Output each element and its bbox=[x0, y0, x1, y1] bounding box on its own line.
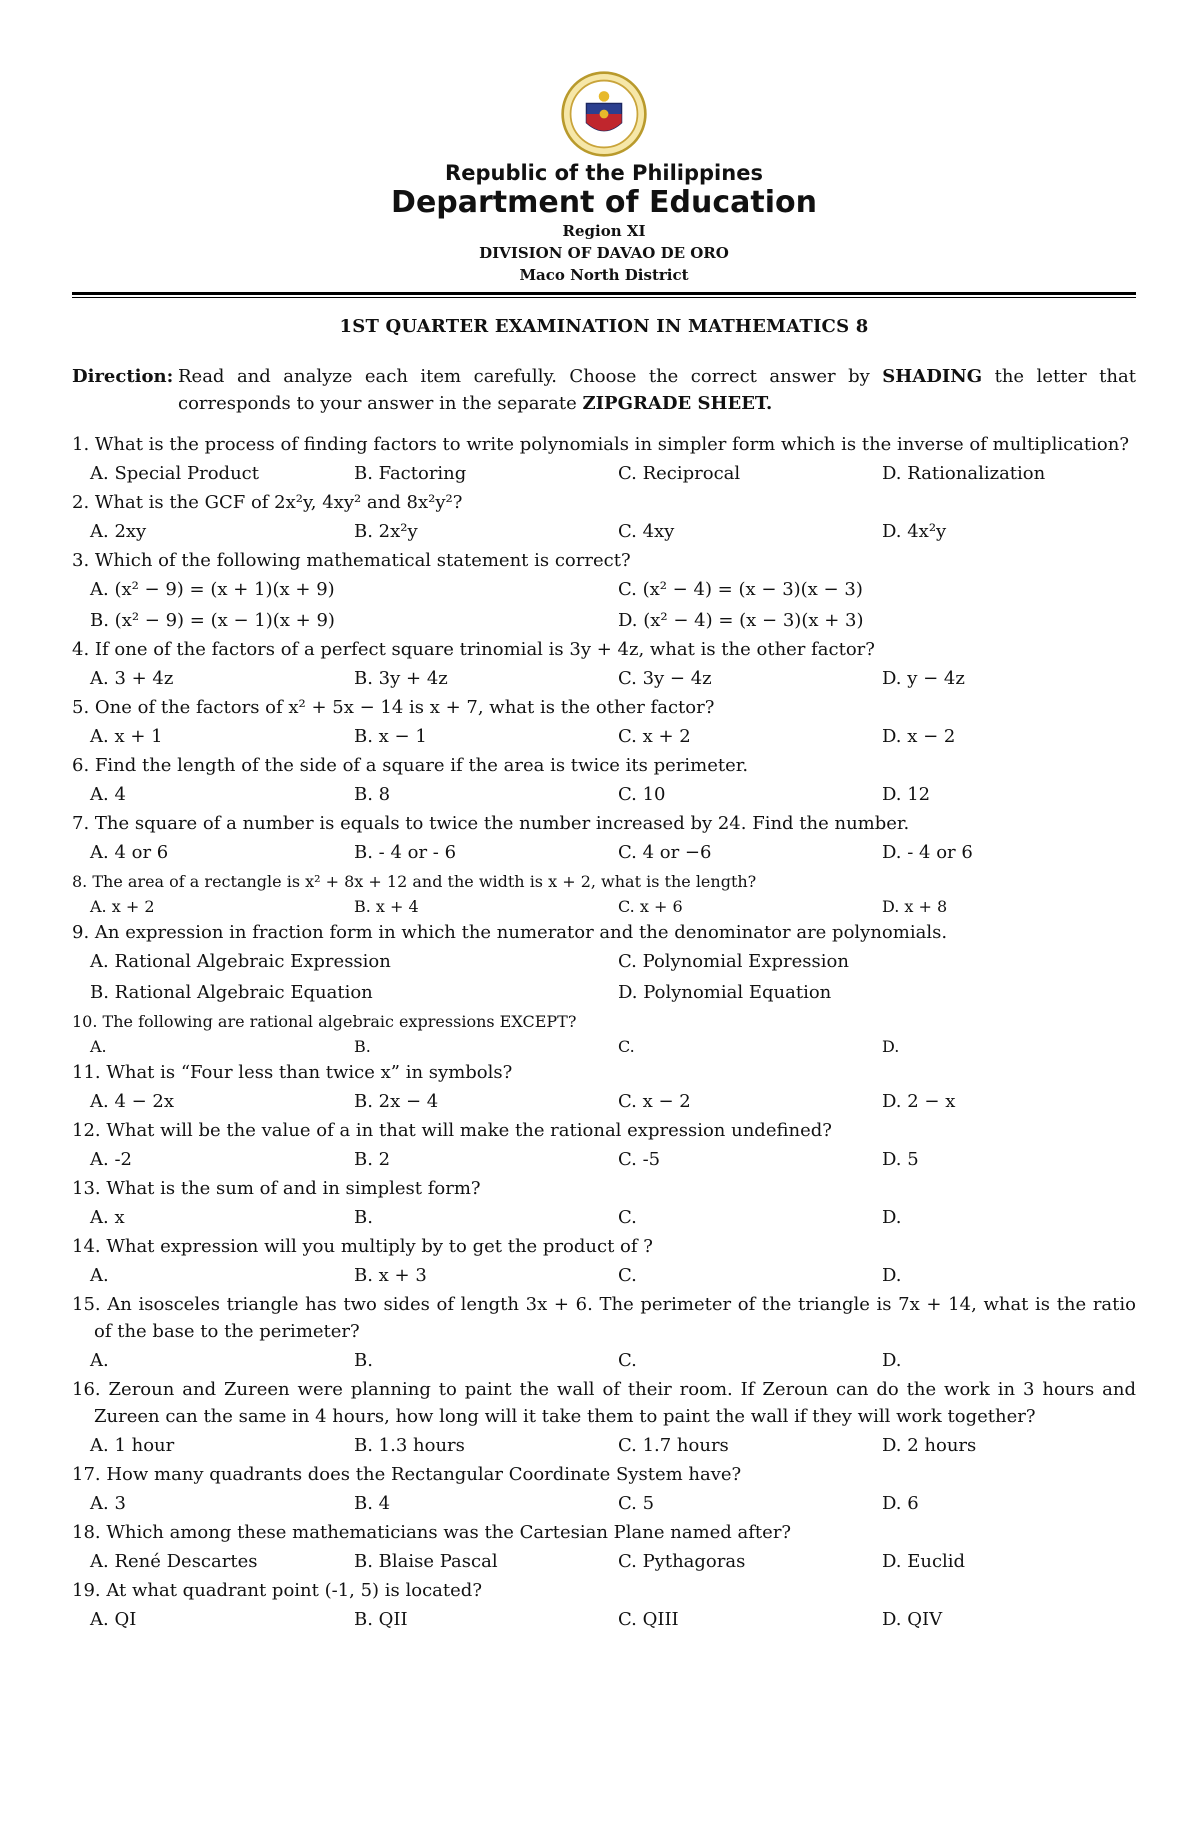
option-b: B. 4 bbox=[354, 1493, 391, 1514]
option-b: B. (x² − 9) = (x − 1)(x + 9) bbox=[90, 610, 335, 631]
option-row bbox=[72, 516, 1136, 547]
option-d: D. Polynomial Equation bbox=[618, 982, 832, 1003]
option-d: D. x + 8 bbox=[882, 897, 948, 916]
department-heading: Department of Education bbox=[391, 185, 817, 220]
option-b: B. 2x²y bbox=[354, 521, 418, 542]
option-a: A. Rational Algebraic Expression bbox=[90, 951, 391, 972]
question-text: 11. What is “Four less than twice x” in symbols? bbox=[72, 1062, 513, 1083]
exam-title: 1ST QUARTER EXAMINATION IN MATHEMATICS 8 bbox=[339, 316, 869, 337]
option-a: A. 2xy bbox=[90, 521, 147, 542]
option-row bbox=[72, 1546, 1136, 1577]
option-b: B. 1.3 hours bbox=[354, 1435, 465, 1456]
option-a: A. 1 hour bbox=[90, 1435, 175, 1456]
question-text: 15. An isosceles triangle has two sides of length 3x + 6. The perimeter of the triangle is 7x + 14, what is the ratio of the base to the perimeter? bbox=[72, 1294, 1136, 1342]
option-a: A. 4 bbox=[90, 784, 126, 805]
option-d: D. bbox=[882, 1265, 902, 1286]
option-b: B. Factoring bbox=[354, 463, 467, 484]
option-a: A. 3 bbox=[90, 1493, 126, 1514]
option-d: D. bbox=[882, 1037, 900, 1056]
exam-page bbox=[72, 70, 1136, 1635]
option-c: C. QIII bbox=[618, 1609, 679, 1630]
option-c: C. bbox=[618, 1207, 637, 1228]
option-a: A. x + 2 bbox=[90, 897, 155, 916]
option-d: D. QIV bbox=[882, 1609, 943, 1630]
option-row bbox=[72, 837, 1136, 868]
option-row bbox=[72, 1086, 1136, 1117]
option-c: C. -5 bbox=[618, 1149, 661, 1170]
direction-text-a: Read and analyze each item carefully. Choose the correct answer by bbox=[178, 366, 870, 387]
option-d: D. 12 bbox=[882, 784, 931, 805]
question-text: 8. The area of a rectangle is x² + 8x + 12 and the width is x + 2, what is the length? bbox=[72, 872, 757, 891]
option-d: D. (x² − 4) = (x − 3)(x + 3) bbox=[618, 610, 864, 631]
option-a: A. bbox=[90, 1350, 109, 1371]
option-row bbox=[72, 1144, 1136, 1175]
option-row bbox=[72, 895, 1136, 919]
direction-bold-a: SHADING bbox=[882, 366, 983, 387]
option-b: B. Rational Algebraic Equation bbox=[90, 982, 373, 1003]
option-d: D. - 4 or 6 bbox=[882, 842, 973, 863]
question-text: 14. What expression will you multiply by to get the product of ? bbox=[72, 1236, 653, 1257]
question-text: 12. What will be the value of a in that will make the rational expression undefined? bbox=[72, 1120, 832, 1141]
option-d: D. Euclid bbox=[882, 1551, 966, 1572]
header-divider bbox=[72, 292, 1136, 295]
option-d: D. x − 2 bbox=[882, 726, 956, 747]
option-b: B. 8 bbox=[354, 784, 391, 805]
question-text: 4. If one of the factors of a perfect square trinomial is 3y + 4z, what is the other factor? bbox=[72, 639, 875, 660]
option-b: B. x + 3 bbox=[354, 1265, 427, 1286]
option-row bbox=[72, 663, 1136, 694]
direction-block bbox=[72, 363, 1136, 417]
option-d: D. 6 bbox=[882, 1493, 919, 1514]
question-text: 7. The square of a number is equals to twice the number increased by 24. Find the number. bbox=[72, 813, 910, 834]
deped-seal-icon bbox=[560, 70, 648, 158]
direction-text-b: the letter that corresponds to your answer in the separate bbox=[178, 366, 1136, 414]
republic-heading: Republic of the Philippines bbox=[445, 161, 763, 185]
option-b: B. x + 4 bbox=[354, 897, 419, 916]
option-d: D. bbox=[882, 1350, 902, 1371]
option-row bbox=[72, 779, 1136, 810]
option-d: D. 4x²y bbox=[882, 521, 947, 542]
question-text: 16. Zeroun and Zureen were planning to paint the wall of their room. If Zeroun can do the work in 3 hours and Zureen can the same in 4 hours, how long will it take them to paint the wall if they will work together? bbox=[72, 1379, 1136, 1427]
question-text: 9. An expression in fraction form in which the numerator and the denominator are polynomials. bbox=[72, 922, 948, 943]
option-row bbox=[72, 977, 1136, 1008]
option-b: B. x − 1 bbox=[354, 726, 427, 747]
option-a: A. bbox=[90, 1265, 109, 1286]
option-c: C. Polynomial Expression bbox=[618, 951, 849, 972]
division-label: DIVISION OF DAVAO DE ORO bbox=[479, 244, 729, 262]
question-text: 13. What is the sum of and in simplest form? bbox=[72, 1178, 481, 1199]
option-b: B. bbox=[354, 1207, 373, 1228]
direction-label: Direction: bbox=[72, 366, 174, 387]
option-c: C. Pythagoras bbox=[618, 1551, 746, 1572]
option-a: A. (x² − 9) = (x + 1)(x + 9) bbox=[90, 579, 335, 600]
option-c: C. x − 2 bbox=[618, 1091, 691, 1112]
question-text: 1. What is the process of finding factors to write polynomials in simpler form which is the inverse of multiplication? bbox=[72, 434, 1129, 455]
option-a: A. 3 + 4z bbox=[90, 668, 174, 689]
option-c: C. (x² − 4) = (x − 3)(x − 3) bbox=[618, 579, 863, 600]
option-row bbox=[72, 1035, 1136, 1059]
option-d: D. 5 bbox=[882, 1149, 919, 1170]
option-a: A. x + 1 bbox=[90, 726, 163, 747]
region-label: Region XI bbox=[562, 222, 646, 240]
option-b: B. 3y + 4z bbox=[354, 668, 448, 689]
option-d: D. 2 − x bbox=[882, 1091, 956, 1112]
option-row bbox=[72, 458, 1136, 489]
option-row bbox=[72, 574, 1136, 605]
option-c: C. Reciprocal bbox=[618, 463, 741, 484]
option-c: C. 3y − 4z bbox=[618, 668, 712, 689]
option-d: D. bbox=[882, 1207, 902, 1228]
option-a: A. 4 − 2x bbox=[90, 1091, 175, 1112]
option-a: A. x bbox=[90, 1207, 125, 1228]
option-row bbox=[72, 1260, 1136, 1291]
option-c: C. 1.7 hours bbox=[618, 1435, 729, 1456]
option-c: C. 10 bbox=[618, 784, 666, 805]
option-c: C. 5 bbox=[618, 1493, 655, 1514]
question-text: 17. How many quadrants does the Rectangular Coordinate System have? bbox=[72, 1464, 742, 1485]
option-a: A. -2 bbox=[90, 1149, 132, 1170]
question-text: 19. At what quadrant point (-1, 5) is located? bbox=[72, 1580, 482, 1601]
option-c: C. x + 6 bbox=[618, 897, 683, 916]
option-row bbox=[72, 1202, 1136, 1233]
option-c: C. 4 or −6 bbox=[618, 842, 712, 863]
question-list bbox=[72, 431, 1136, 1635]
option-d: D. y − 4z bbox=[882, 668, 965, 689]
option-c: C. 4xy bbox=[618, 521, 675, 542]
option-a: A. René Descartes bbox=[90, 1551, 258, 1572]
option-c: C. bbox=[618, 1037, 635, 1056]
option-row bbox=[72, 1604, 1136, 1635]
option-b: B. bbox=[354, 1037, 371, 1056]
option-a: A. bbox=[90, 1037, 107, 1056]
option-b: B. - 4 or - 6 bbox=[354, 842, 457, 863]
option-c: C. bbox=[618, 1265, 637, 1286]
option-b: B. Blaise Pascal bbox=[354, 1551, 498, 1572]
question-text: 2. What is the GCF of 2x²y, 4xy² and 8x²y²? bbox=[72, 492, 463, 513]
option-d: D. 2 hours bbox=[882, 1435, 977, 1456]
option-a: A. 4 or 6 bbox=[90, 842, 169, 863]
option-a: A. QI bbox=[90, 1609, 137, 1630]
option-b: B. 2x − 4 bbox=[354, 1091, 439, 1112]
option-row bbox=[72, 1488, 1136, 1519]
option-c: C. x + 2 bbox=[618, 726, 691, 747]
question-text: 10. The following are rational algebraic expressions EXCEPT? bbox=[72, 1012, 577, 1031]
question-text: 18. Which among these mathematicians was the Cartesian Plane named after? bbox=[72, 1522, 792, 1543]
option-row bbox=[72, 605, 1136, 636]
option-a: A. Special Product bbox=[90, 463, 259, 484]
question-text: 6. Find the length of the side of a square if the area is twice its perimeter. bbox=[72, 755, 749, 776]
option-row bbox=[72, 1430, 1136, 1461]
direction-bold-b: ZIPGRADE SHEET. bbox=[582, 393, 773, 414]
option-d: D. Rationalization bbox=[882, 463, 1046, 484]
option-b: B. bbox=[354, 1350, 373, 1371]
option-c: C. bbox=[618, 1350, 637, 1371]
district-label: Maco North District bbox=[519, 266, 689, 284]
direction-text bbox=[178, 363, 1136, 417]
option-row bbox=[72, 946, 1136, 977]
option-b: B. QII bbox=[354, 1609, 408, 1630]
question-text: 3. Which of the following mathematical statement is correct? bbox=[72, 550, 631, 571]
option-b: B. 2 bbox=[354, 1149, 391, 1170]
header-divider-thin bbox=[72, 297, 1136, 298]
question-text: 5. One of the factors of x² + 5x − 14 is x + 7, what is the other factor? bbox=[72, 697, 715, 718]
option-row bbox=[72, 721, 1136, 752]
option-row bbox=[72, 1345, 1136, 1376]
